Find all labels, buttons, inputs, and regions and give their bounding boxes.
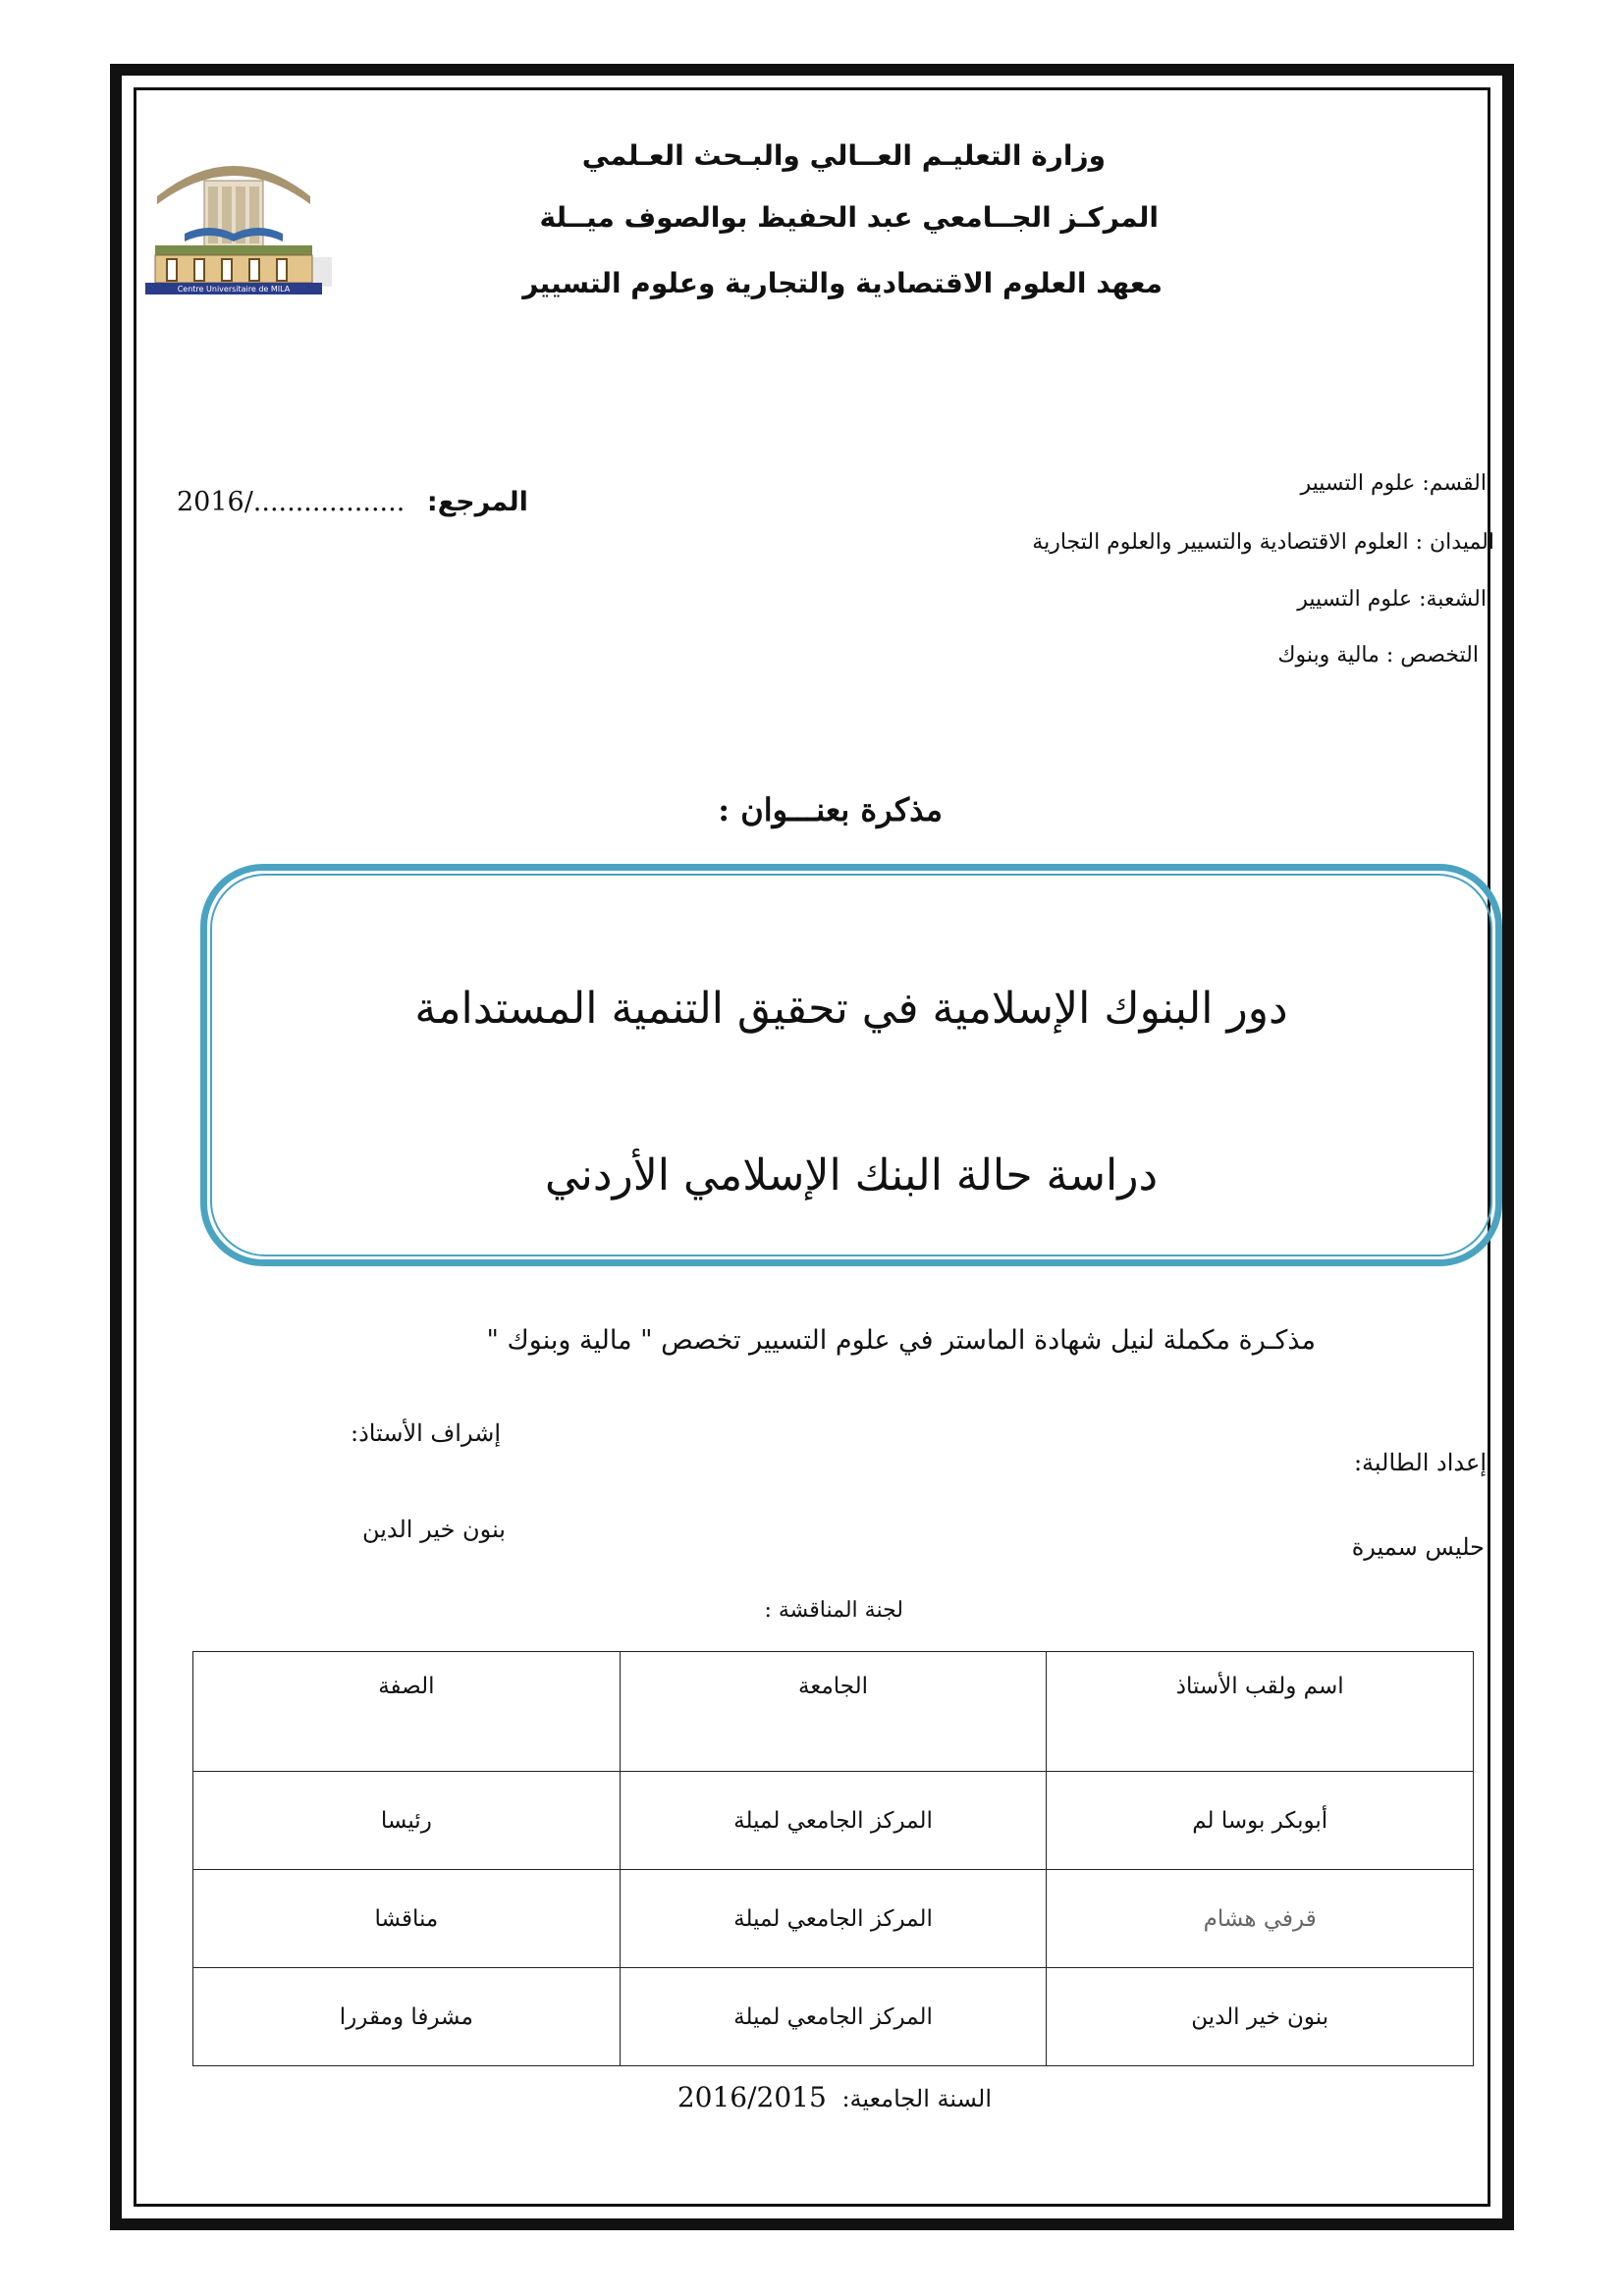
info-field: الميدان : العلوم الاقتصادية والتسيير والعلوم التجارية <box>1032 530 1494 555</box>
reference-line <box>177 487 609 517</box>
degree-statement: مذكـرة مكملة لنيل شهادة الماستر في علوم التسيير تخصص " مالية وبنوك " <box>486 1325 1316 1356</box>
reference-label: المرجع: <box>426 487 528 517</box>
committee-label: لجنة المناقشة : <box>764 1598 903 1623</box>
memo-label: مذكرة بعنـــوان : <box>718 791 943 828</box>
table-row <box>193 1772 1474 1870</box>
cell-role: رئيسا <box>193 1772 621 1870</box>
table-row <box>193 1870 1474 1968</box>
info-specialty: التخصص : مالية وبنوك <box>1277 643 1479 667</box>
cell-university: المركز الجامعي لميلة <box>620 1870 1047 1968</box>
institute-name: معهد العلوم الاقتصادية والتجارية وعلوم التسيير <box>522 267 1163 299</box>
academic-year-line <box>648 2081 992 2113</box>
header-role: الصفة <box>193 1652 621 1772</box>
cell-name: أبوبكر بوسا لم <box>1047 1772 1474 1870</box>
table-header-row <box>193 1652 1474 1772</box>
academic-year-label: السنة الجامعية: <box>841 2085 992 2112</box>
university-name: المركـز الجــامعي عبد الحفيظ بوالصوف ميــلة <box>539 201 1159 234</box>
info-department: القسم: علوم التسيير <box>1300 471 1487 496</box>
logo-caption: Centre Universitaire de MILA <box>177 285 291 294</box>
info-branch: الشعبة: علوم التسيير <box>1297 587 1487 612</box>
table-row <box>193 1968 1474 2066</box>
student-name: حليس سميرة <box>1351 1533 1485 1561</box>
committee-table <box>192 1651 1474 2066</box>
cell-name: قرفي هشام <box>1047 1870 1474 1968</box>
supervisor-name: بنون خير الدين <box>361 1516 506 1543</box>
university-logo <box>135 139 332 304</box>
header-university: الجامعة <box>620 1652 1047 1772</box>
cell-role: مشرفا ومقررا <box>193 1968 621 2066</box>
cell-university: المركز الجامعي لميلة <box>620 1772 1047 1870</box>
reference-value: 2016/.................. <box>177 487 406 517</box>
cell-role: مناقشا <box>193 1870 621 1968</box>
ministry-name: وزارة التعليـم العــالي والبـحث العـلمي <box>581 139 1106 172</box>
cell-university: المركز الجامعي لميلة <box>620 1968 1047 2066</box>
thesis-title: دور البنوك الإسلامية في تحقيق التنمية المستدامة <box>414 984 1288 1034</box>
header-professor-name: اسم ولقب الأستاذ <box>1047 1652 1474 1772</box>
student-label: إعداد الطالبة: <box>1353 1449 1487 1476</box>
academic-year-value: 2016/2015 <box>677 2081 827 2113</box>
supervisor-label: إشراف الأستاذ: <box>351 1419 501 1447</box>
cell-name: بنون خير الدين <box>1047 1968 1474 2066</box>
case-study-title: دراسة حالة البنك الإسلامي الأردني <box>544 1150 1159 1201</box>
